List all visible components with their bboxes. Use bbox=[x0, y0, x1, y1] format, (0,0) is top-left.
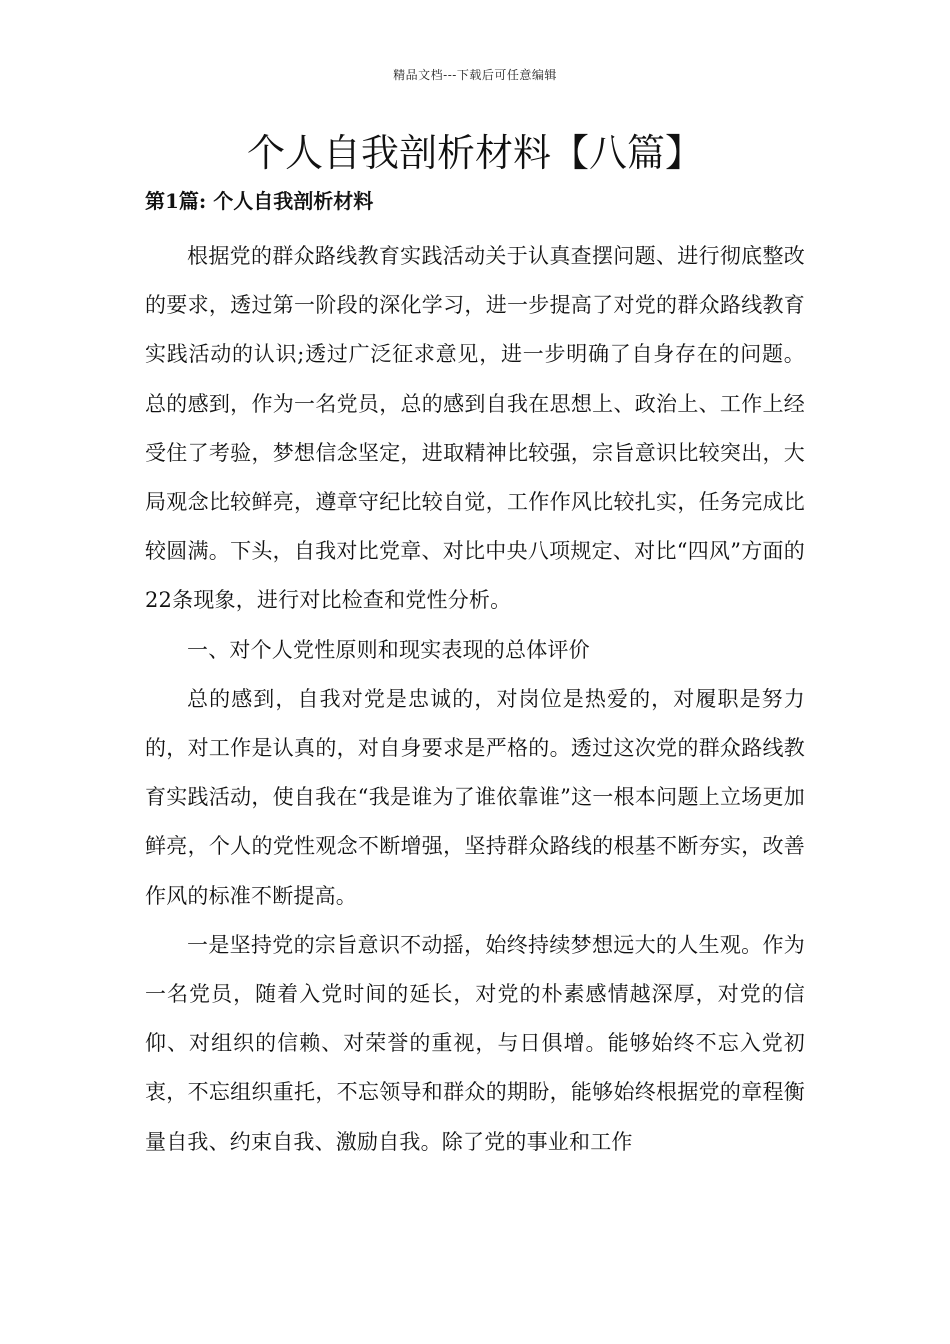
header-note: 精品文档---下载后可任意编辑 bbox=[393, 68, 557, 82]
paragraph: 总的感到，自我对党是忠诚的，对岗位是热爱的，对履职是努力的，对工作是认真的，对自身要求是严格的。透过这次党的群众路线教育实践活动，使自我在“我是谁为了谁依靠谁”这一根本问题上立场更加鲜亮，个人的党性观念不断增强，坚持群众路线的根基不断夯实，改善作风的标准不断提高。 bbox=[145, 686, 805, 908]
subheading-paragraph: 一、对个人党性原则和现实表现的总体评价 bbox=[187, 637, 590, 662]
document-title: 个人自我剖析材料【八篇】 bbox=[246, 131, 703, 175]
paragraph: 一是坚持党的宗旨意识不动摇，始终持续梦想远大的人生观。作为一名党员，随着入党时间的延长，对党的朴素感情越深厚，对党的信仰、对组织的信赖、对荣誉的重视，与日俱增。能够始终不忘入党初衷，不忘组织重托，不忘领导和群众的期盼，能够始终根据党的章程衡量自我、约束自我、激励自我。除了党的事业和工作 bbox=[145, 932, 805, 1154]
paragraph: 根据党的群众路线教育实践活动关于认真查摆问题、进行彻底整改的要求，透过第一阶段的深化学习，进一步提高了对党的群众路线教育实践活动的认识;透过广泛征求意见，进一步明确了自身存在的问题。总的感到，作为一名党员，总的感到自我在思想上、政治上、工作上经受住了考验，梦想信念坚定，进取精神比较强，宗旨意识比较突出，大局观念比较鲜亮，遵章守纪比较自觉，工作作风比较扎实，任务完成比较圆满。下头，自我对比党章、对比中央八项规定、对比“四风”方面的22条现象，进行对比检查和党性分析。 bbox=[145, 244, 805, 613]
document-body bbox=[145, 232, 805, 1167]
section-heading: 第1篇: 个人自我剖析材料 bbox=[145, 189, 374, 213]
